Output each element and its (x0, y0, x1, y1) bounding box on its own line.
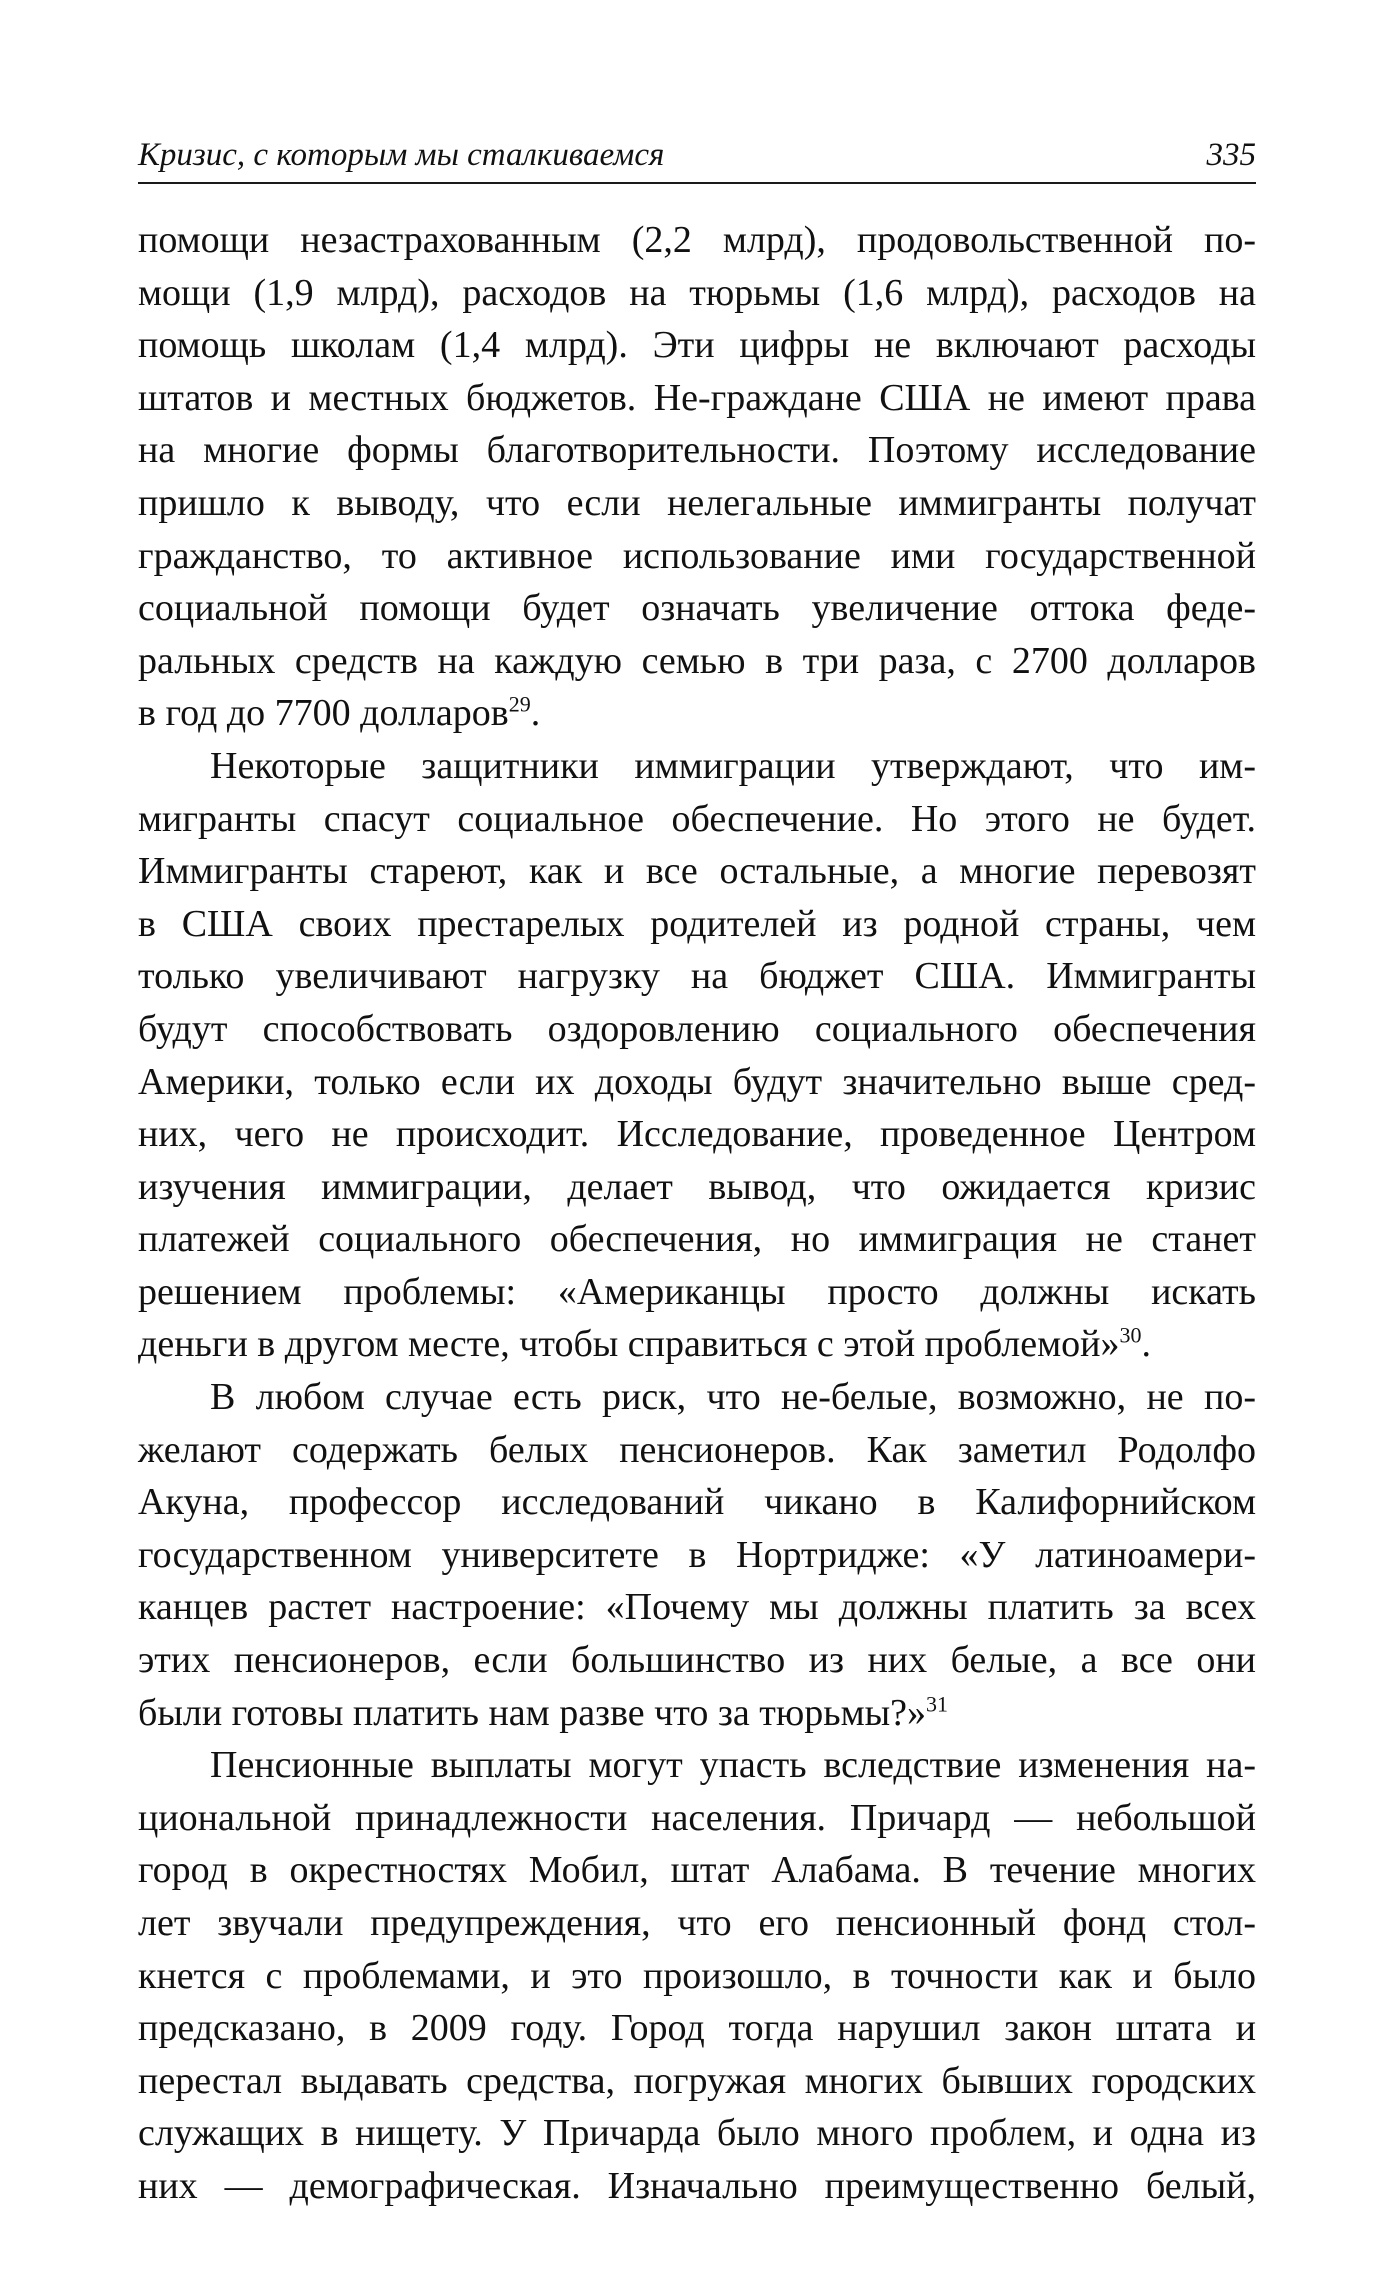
page-number: 335 (1206, 137, 1256, 173)
footnote-marker: 30 (1119, 1322, 1142, 1348)
footnote-marker: 31 (926, 1690, 949, 1716)
running-header-title: Кризис, с которым мы сталкиваемся (138, 137, 665, 173)
footnote-marker: 29 (508, 691, 531, 717)
text-line-first: В любом случае есть риск, что не-белые, возможно, не по- (210, 1376, 1256, 1419)
text-line: только увеличивают нагрузку на бюджет США. Иммигранты (138, 955, 1256, 998)
text-line: ральных средств на каждую семью в три раза, с 2700 долларов (138, 639, 1256, 682)
text-line: на многие формы благотворительности. Поэтому исследование (138, 429, 1256, 472)
text-line: социальной помощи будет означать увеличение оттока феде- (138, 587, 1256, 630)
text-line: город в окрестностях Мобил, штат Алабама. В течение многих (138, 1849, 1256, 1892)
text-line: мигранты спасут социальное обеспечение. Но этого не будет. (138, 797, 1256, 840)
sentence-end: . (530, 692, 541, 735)
text-line: кнется с проблемами, и это произошло, в точности как и было (138, 1954, 1256, 1997)
paragraph-4 (138, 1739, 1256, 2212)
text-line: лет звучали предупреждения, что его пенсионный фонд стол- (138, 1902, 1256, 1944)
text-line: служащих в нищету. У Причарда было много проблем, и одна из (138, 2112, 1256, 2155)
text-line-last (138, 1318, 1256, 1371)
text-line: них — демографическая. Изначально преимущественно белый, (138, 2164, 1256, 2207)
text-line-content: в год до 7700 долларов (138, 692, 509, 735)
text-line: штатов и местных бюджетов. Не-граждане США не имеют права (138, 376, 1256, 419)
running-header (138, 132, 1256, 184)
text-line: Америки, только если их доходы будут значительно выше сред- (138, 1060, 1256, 1103)
text-line: государственном университете в Нортридже: «У латиноамери- (138, 1533, 1256, 1576)
text-line: них, чего не происходит. Исследование, проведенное Центром (138, 1113, 1256, 1156)
text-line: канцев растет настроение: «Почему мы должны платить за всех (138, 1586, 1256, 1629)
text-line-first: Пенсионные выплаты могут упасть вследствие изменения на- (210, 1744, 1256, 1787)
text-line: этих пенсионеров, если большинство из них белые, а все они (138, 1639, 1256, 1682)
paragraph-1 (138, 214, 1256, 740)
text-line: гражданство, то активное использование ими государственной (138, 534, 1256, 577)
text-line: циональной принадлежности населения. Причард — небольшой (138, 1796, 1256, 1839)
text-line-first: Некоторые защитники иммиграции утверждают, что им- (210, 744, 1256, 787)
text-line-last (138, 1687, 1256, 1740)
text-line: предсказано, в 2009 году. Город тогда нарушил закон штата и (138, 2007, 1256, 2050)
text-line: изучения иммиграции, делает вывод, что ожидается кризис (138, 1165, 1256, 1208)
text-line: платежей социального обеспечения, но иммиграция не станет (138, 1218, 1256, 1261)
text-line: желают содержать белых пенсионеров. Как заметил Родолфо (138, 1428, 1256, 1471)
text-line: мощи (1,9 млрд), расходов на тюрьмы (1,6 млрд), расходов на (138, 271, 1256, 314)
text-line: Акуна, профессор исследований чикано в Калифорнийском (138, 1481, 1256, 1524)
text-line: в США своих престарелых родителей из родной страны, чем (138, 902, 1256, 945)
paragraph-3 (138, 1371, 1256, 1739)
text-line-content: деньги в другом месте, чтобы справиться с этой проблемой» (138, 1323, 1120, 1366)
text-line: помощь школам (1,4 млрд). Эти цифры не включают расходы (138, 324, 1256, 367)
text-line: помощи незастрахованным (2,2 млрд), продовольственной по- (138, 219, 1256, 261)
text-line-last (138, 687, 1256, 740)
text-line: Иммигранты стареют, как и все остальные, а многие перевозят (138, 850, 1256, 893)
text-line: пришло к выводу, что если нелегальные иммигранты получат (138, 481, 1256, 524)
text-line-content: были готовы платить нам разве что за тюрьмы?» (138, 1691, 927, 1734)
text-line: будут способствовать оздоровлению социального обеспечения (138, 1007, 1256, 1050)
sentence-end: . (1141, 1323, 1151, 1366)
body-text (138, 214, 1256, 2213)
text-line: решением проблемы: «Американцы просто должны искать (138, 1270, 1256, 1313)
text-line: перестал выдавать средства, погружая многих бывших городских (138, 2059, 1256, 2102)
paragraph-2 (138, 740, 1256, 1371)
